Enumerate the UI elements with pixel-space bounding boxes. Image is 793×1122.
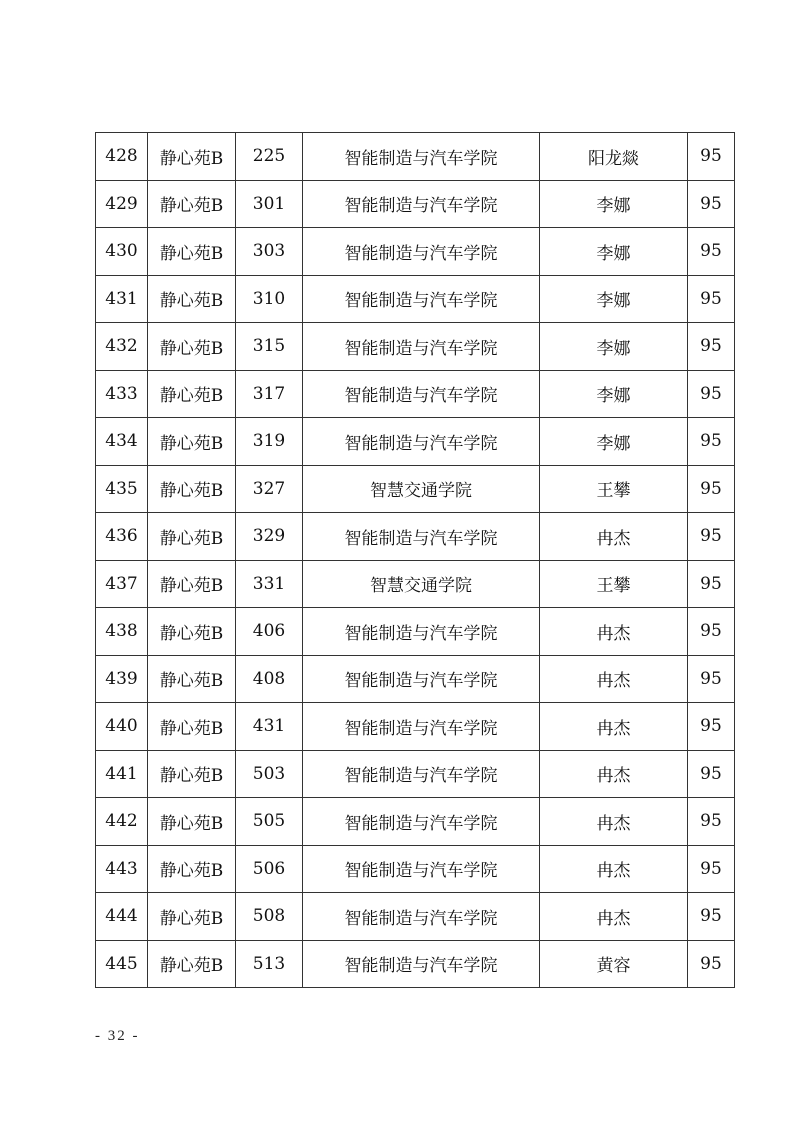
person-cell: 李娜: [540, 370, 688, 418]
college-cell: 智能制造与汽车学院: [303, 180, 540, 228]
row-number-cell: 428: [96, 133, 148, 181]
row-number-cell: 444: [96, 893, 148, 941]
college-cell: 智能制造与汽车学院: [303, 608, 540, 656]
score-cell: 95: [688, 323, 735, 371]
college-cell: 智能制造与汽车学院: [303, 750, 540, 798]
room-number-cell: 319: [236, 418, 303, 466]
room-number-cell: 303: [236, 228, 303, 276]
person-cell: 冉杰: [540, 798, 688, 846]
table-row: [96, 608, 735, 656]
college-cell: 智能制造与汽车学院: [303, 940, 540, 988]
room-number-cell: 329: [236, 513, 303, 561]
person-cell: 冉杰: [540, 655, 688, 703]
building-cell: 静心苑B: [148, 750, 236, 798]
row-number-cell: 442: [96, 798, 148, 846]
building-cell: 静心苑B: [148, 608, 236, 656]
person-cell: 李娜: [540, 228, 688, 276]
building-cell: 静心苑B: [148, 275, 236, 323]
row-number-cell: 441: [96, 750, 148, 798]
college-cell: 智能制造与汽车学院: [303, 370, 540, 418]
row-number-cell: 445: [96, 940, 148, 988]
person-cell: 冉杰: [540, 893, 688, 941]
table-row: [96, 180, 735, 228]
score-cell: 95: [688, 180, 735, 228]
row-number-cell: 429: [96, 180, 148, 228]
college-cell: 智能制造与汽车学院: [303, 275, 540, 323]
score-cell: 95: [688, 228, 735, 276]
room-number-cell: 301: [236, 180, 303, 228]
row-number-cell: 437: [96, 560, 148, 608]
score-cell: 95: [688, 370, 735, 418]
score-cell: 95: [688, 418, 735, 466]
room-number-cell: 503: [236, 750, 303, 798]
person-cell: 冉杰: [540, 750, 688, 798]
person-cell: 王攀: [540, 560, 688, 608]
college-cell: 智能制造与汽车学院: [303, 798, 540, 846]
table-row: [96, 750, 735, 798]
row-number-cell: 436: [96, 513, 148, 561]
table-row: [96, 323, 735, 371]
room-number-cell: 406: [236, 608, 303, 656]
row-number-cell: 438: [96, 608, 148, 656]
building-cell: 静心苑B: [148, 465, 236, 513]
college-cell: 智能制造与汽车学院: [303, 703, 540, 751]
score-cell: 95: [688, 133, 735, 181]
table-row: [96, 513, 735, 561]
college-cell: 智慧交通学院: [303, 465, 540, 513]
college-cell: 智慧交通学院: [303, 560, 540, 608]
person-cell: 冉杰: [540, 845, 688, 893]
table-row: [96, 703, 735, 751]
room-number-cell: 331: [236, 560, 303, 608]
building-cell: 静心苑B: [148, 323, 236, 371]
person-cell: 李娜: [540, 180, 688, 228]
score-cell: 95: [688, 465, 735, 513]
building-cell: 静心苑B: [148, 940, 236, 988]
room-number-cell: 315: [236, 323, 303, 371]
table-body: [96, 133, 735, 988]
row-number-cell: 439: [96, 655, 148, 703]
score-cell: 95: [688, 703, 735, 751]
score-cell: 95: [688, 940, 735, 988]
table-row: [96, 560, 735, 608]
building-cell: 静心苑B: [148, 845, 236, 893]
building-cell: 静心苑B: [148, 228, 236, 276]
building-cell: 静心苑B: [148, 703, 236, 751]
college-cell: 智能制造与汽车学院: [303, 323, 540, 371]
table-row: [96, 940, 735, 988]
college-cell: 智能制造与汽车学院: [303, 655, 540, 703]
college-cell: 智能制造与汽车学院: [303, 845, 540, 893]
row-number-cell: 433: [96, 370, 148, 418]
person-cell: 黄容: [540, 940, 688, 988]
row-number-cell: 434: [96, 418, 148, 466]
room-number-cell: 225: [236, 133, 303, 181]
score-cell: 95: [688, 275, 735, 323]
person-cell: 冉杰: [540, 703, 688, 751]
building-cell: 静心苑B: [148, 418, 236, 466]
person-cell: 冉杰: [540, 513, 688, 561]
college-cell: 智能制造与汽车学院: [303, 228, 540, 276]
score-cell: 95: [688, 845, 735, 893]
table-row: [96, 655, 735, 703]
building-cell: 静心苑B: [148, 655, 236, 703]
dormitory-score-table: [95, 132, 735, 988]
score-cell: 95: [688, 655, 735, 703]
building-cell: 静心苑B: [148, 370, 236, 418]
room-number-cell: 506: [236, 845, 303, 893]
college-cell: 智能制造与汽车学院: [303, 418, 540, 466]
table-row: [96, 893, 735, 941]
room-number-cell: 310: [236, 275, 303, 323]
table-row: [96, 133, 735, 181]
building-cell: 静心苑B: [148, 180, 236, 228]
table-row: [96, 845, 735, 893]
table-row: [96, 465, 735, 513]
room-number-cell: 508: [236, 893, 303, 941]
table-row: [96, 798, 735, 846]
table-row: [96, 418, 735, 466]
room-number-cell: 431: [236, 703, 303, 751]
person-cell: 阳龙燚: [540, 133, 688, 181]
room-number-cell: 513: [236, 940, 303, 988]
person-cell: 冉杰: [540, 608, 688, 656]
building-cell: 静心苑B: [148, 513, 236, 561]
room-number-cell: 327: [236, 465, 303, 513]
room-number-cell: 317: [236, 370, 303, 418]
row-number-cell: 440: [96, 703, 148, 751]
row-number-cell: 432: [96, 323, 148, 371]
person-cell: 李娜: [540, 418, 688, 466]
score-cell: 95: [688, 608, 735, 656]
row-number-cell: 443: [96, 845, 148, 893]
table-row: [96, 275, 735, 323]
score-cell: 95: [688, 893, 735, 941]
room-number-cell: 408: [236, 655, 303, 703]
college-cell: 智能制造与汽车学院: [303, 513, 540, 561]
score-cell: 95: [688, 750, 735, 798]
college-cell: 智能制造与汽车学院: [303, 893, 540, 941]
building-cell: 静心苑B: [148, 560, 236, 608]
person-cell: 李娜: [540, 275, 688, 323]
college-cell: 智能制造与汽车学院: [303, 133, 540, 181]
row-number-cell: 430: [96, 228, 148, 276]
table-row: [96, 370, 735, 418]
person-cell: 李娜: [540, 323, 688, 371]
room-number-cell: 505: [236, 798, 303, 846]
person-cell: 王攀: [540, 465, 688, 513]
row-number-cell: 431: [96, 275, 148, 323]
building-cell: 静心苑B: [148, 798, 236, 846]
score-cell: 95: [688, 513, 735, 561]
score-cell: 95: [688, 798, 735, 846]
row-number-cell: 435: [96, 465, 148, 513]
building-cell: 静心苑B: [148, 893, 236, 941]
score-cell: 95: [688, 560, 735, 608]
building-cell: 静心苑B: [148, 133, 236, 181]
table-row: [96, 228, 735, 276]
page-number: - 32 -: [95, 1028, 140, 1044]
